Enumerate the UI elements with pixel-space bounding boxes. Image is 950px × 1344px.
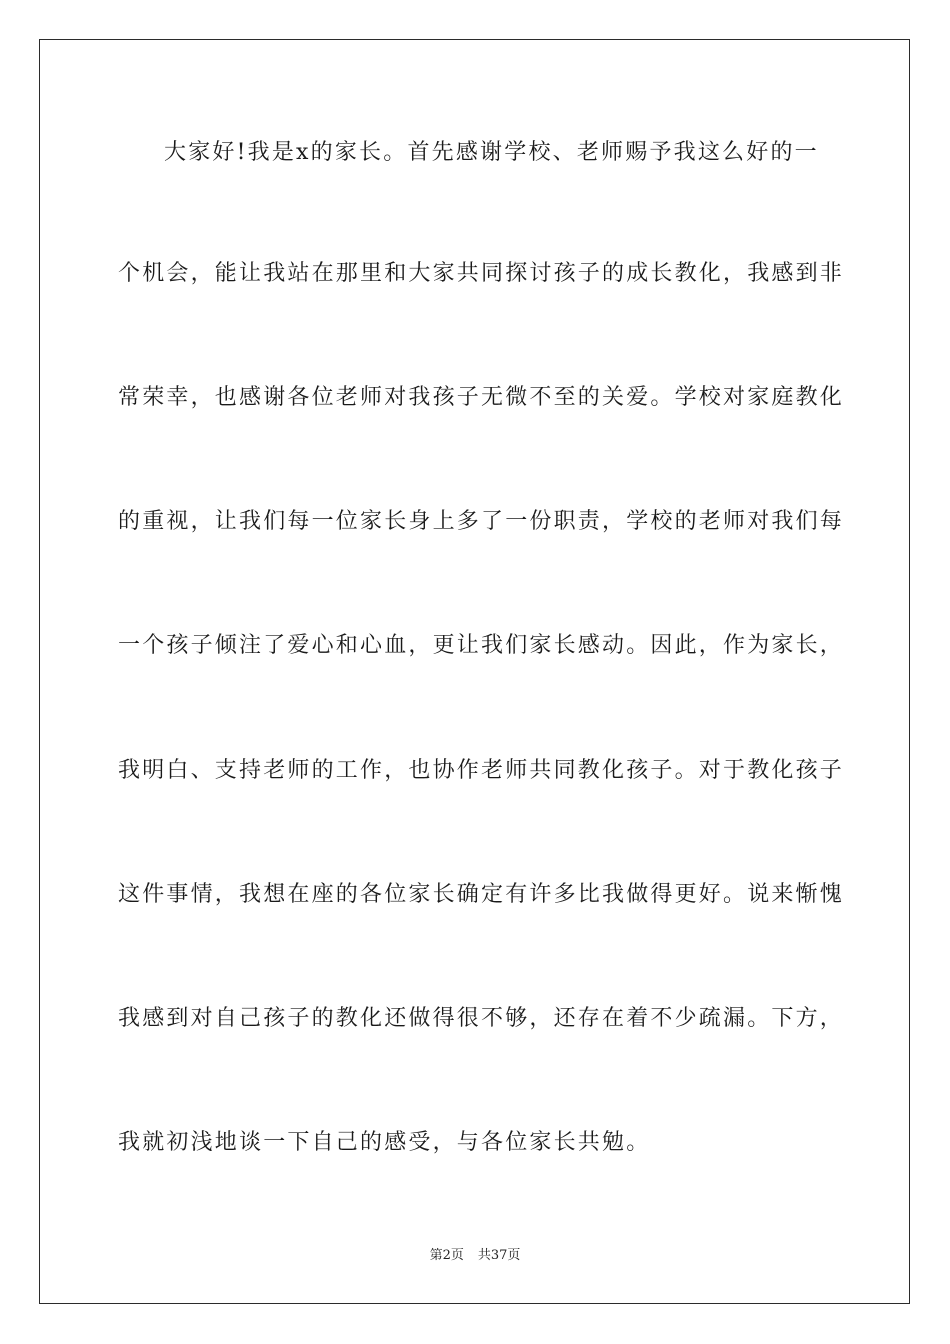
paragraph-line-6: 我明白、支持老师的工作，也协作老师共同教化孩子。对于教化孩子 [118, 758, 845, 783]
page-footer [0, 1247, 950, 1265]
page-number: 第2页 [429, 1248, 464, 1263]
page-border [39, 39, 910, 1304]
paragraph-line-2: 个机会，能让我站在那里和大家共同探讨孩子的成长教化，我感到非 [118, 261, 845, 286]
paragraph-line-9: 我就初浅地谈一下自己的感受，与各位家长共勉。 [118, 1130, 651, 1155]
paragraph-line-5: 一个孩子倾注了爱心和心血，更让我们家长感动。因此，作为家长， [118, 633, 845, 658]
paragraph-line-8: 我感到对自己孩子的教化还做得很不够，还存在着不少疏漏。下方， [118, 1006, 845, 1031]
paragraph-line-4: 的重视，让我们每一位家长身上多了一份职责，学校的老师对我们每 [118, 509, 845, 534]
paragraph-line-7: 这件事情，我想在座的各位家长确定有许多比我做得更好。说来惭愧 [118, 882, 845, 907]
paragraph-line-3: 常荣幸，也感谢各位老师对我孩子无微不至的关爱。学校对家庭教化 [118, 385, 845, 410]
paragraph-line-1: 大家好!我是x的家长。首先感谢学校、老师赐予我这么好的一 [164, 140, 819, 165]
page-total: 共37页 [477, 1248, 521, 1263]
